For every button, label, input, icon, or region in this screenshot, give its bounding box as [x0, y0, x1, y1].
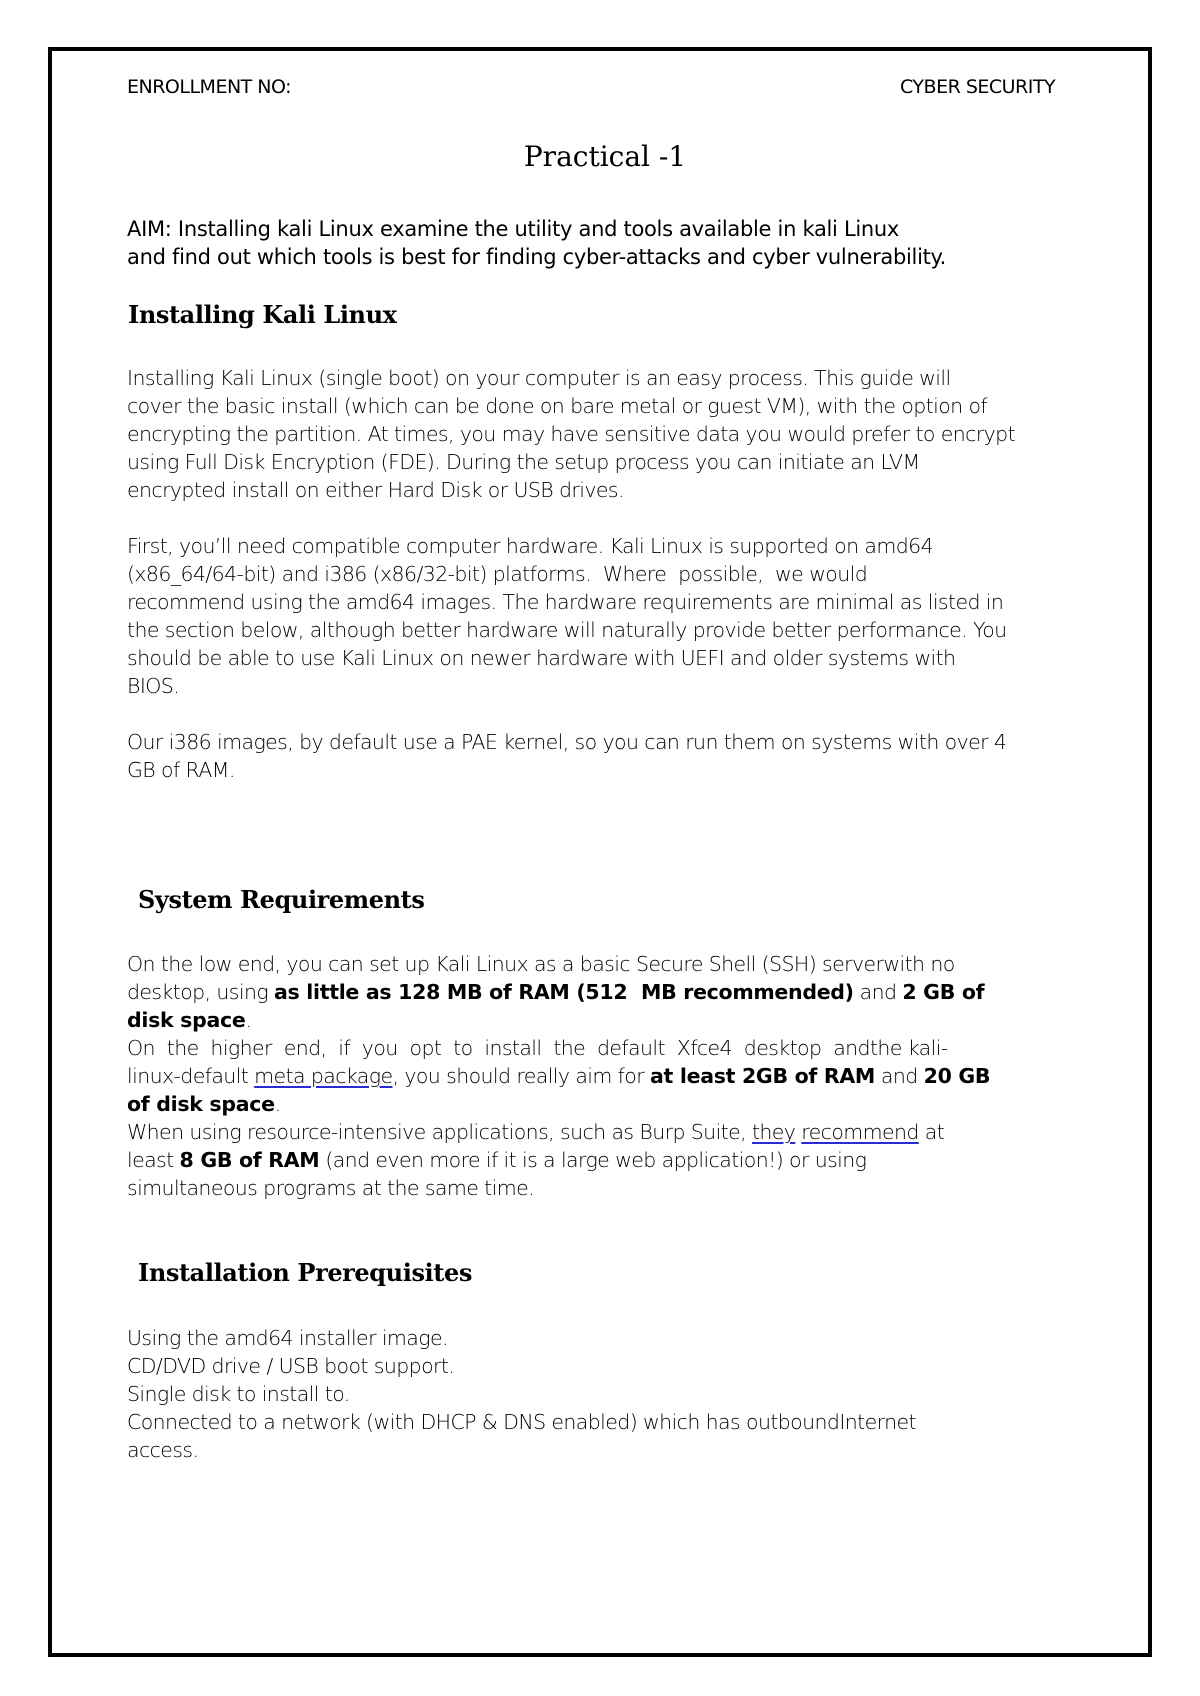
- list-item: Using the amd64 installer image.: [127, 1326, 448, 1350]
- disk-recommended: 20 GB: [923, 1064, 991, 1088]
- heading-installation-prerequisites: Installation Prerequisites: [138, 1258, 472, 1287]
- text-segment: When using resource-intensive applications, such as Burp Suite,: [127, 1120, 752, 1144]
- text-line: [127, 1062, 1087, 1090]
- text-segment: and: [853, 980, 903, 1004]
- paragraph-hardware: [127, 532, 1087, 700]
- recommend-link[interactable]: recommend: [801, 1120, 919, 1144]
- ram-minimum: as little as 128 MB of RAM (512 MB recommended): [273, 980, 854, 1004]
- text-line: [127, 1146, 1087, 1174]
- text-line: [127, 978, 1087, 1006]
- text-line: On the higher end, if you opt to install the default Xfce4 desktop andthe kali-: [127, 1036, 948, 1060]
- text-segment: , you should really aim for: [392, 1064, 650, 1088]
- text-line: Our i386 images, by default use a PAE kernel, so you can run them on systems with over 4: [127, 730, 1007, 754]
- text-line: simultaneous programs at the same time.: [127, 1176, 535, 1200]
- text-line: recommend using the amd64 images. The hardware requirements are minimal as listed in: [127, 590, 1004, 614]
- aim-line-1: AIM: Installing kali Linux examine the utility and tools available in kali Linux: [127, 217, 900, 241]
- text-line: cover the basic install (which can be done on bare metal or guest VM), with the option of: [127, 394, 988, 418]
- disk-recommended-cont: of disk space: [127, 1092, 275, 1116]
- list-item: Single disk to install to.: [127, 1382, 350, 1406]
- list-item: CD/DVD drive / USB boot support.: [127, 1354, 455, 1378]
- list-item: access.: [127, 1438, 199, 1462]
- text-segment: (and even more if it is a large web application!) or using: [319, 1148, 867, 1172]
- heading-system-requirements: System Requirements: [138, 885, 425, 914]
- text-line: the section below, although better hardware will naturally provide better performance. You: [127, 618, 1007, 642]
- disk-minimum-cont: disk space: [127, 1008, 246, 1032]
- text-line: On the low end, you can set up Kali Linux as a basic Secure Shell (SSH) serverwith no: [127, 952, 955, 976]
- list-item: Connected to a network (with DHCP & DNS enabled) which has outboundInternet: [127, 1410, 916, 1434]
- text-segment: desktop, using: [127, 980, 274, 1004]
- text-segment: and: [875, 1064, 924, 1088]
- text-segment: least: [127, 1148, 180, 1172]
- ram-burp: 8 GB of RAM: [179, 1148, 320, 1172]
- subject-label: CYBER SECURITY: [900, 76, 1056, 98]
- text-line: should be able to use Kali Linux on newer hardware with UEFI and older systems with: [127, 646, 956, 670]
- paragraph-system-requirements: [127, 950, 1087, 1202]
- aim-line-2: and find out which tools is best for finding cyber-attacks and cyber vulnerability.: [127, 245, 947, 269]
- text-segment: .: [245, 1008, 252, 1032]
- text-line: [127, 1118, 1087, 1146]
- text-segment: .: [274, 1092, 281, 1116]
- text-line: Installing Kali Linux (single boot) on your computer is an easy process. This guide will: [127, 366, 951, 390]
- aim-statement: [127, 215, 1087, 271]
- text-line: GB of RAM.: [127, 758, 235, 782]
- heading-installing-kali: Installing Kali Linux: [128, 300, 397, 329]
- paragraph-i386: [127, 728, 1087, 784]
- text-line: encrypting the partition. At times, you may have sensitive data you would prefer to encrypt: [127, 422, 1016, 446]
- text-line: BIOS.: [127, 674, 180, 698]
- text-line: [127, 1006, 1087, 1034]
- text-line: (x86_64/64-bit) and i386 (x86/32-bit) platforms. Where possible, we would: [127, 562, 868, 586]
- text-line: First, you’ll need compatible computer hardware. Kali Linux is supported on amd64: [127, 534, 934, 558]
- document-title: Practical -1: [523, 140, 687, 173]
- text-segment: linux-default: [127, 1064, 255, 1088]
- text-line: using Full Disk Encryption (FDE). During the setup process you can initiate an LVM: [127, 450, 920, 474]
- text-segment: at: [918, 1120, 945, 1144]
- enrollment-label: ENROLLMENT NO:: [127, 76, 292, 98]
- meta-package-link[interactable]: meta package: [254, 1064, 393, 1088]
- text-line: encrypted install on either Hard Disk or USB drives.: [127, 478, 624, 502]
- disk-minimum: 2 GB of: [902, 980, 985, 1004]
- paragraph-intro: [127, 364, 1087, 504]
- prerequisites-list: [127, 1324, 1087, 1464]
- ram-recommended: at least 2GB of RAM: [650, 1064, 876, 1088]
- text-line: [127, 1090, 1087, 1118]
- they-link[interactable]: they: [751, 1120, 796, 1144]
